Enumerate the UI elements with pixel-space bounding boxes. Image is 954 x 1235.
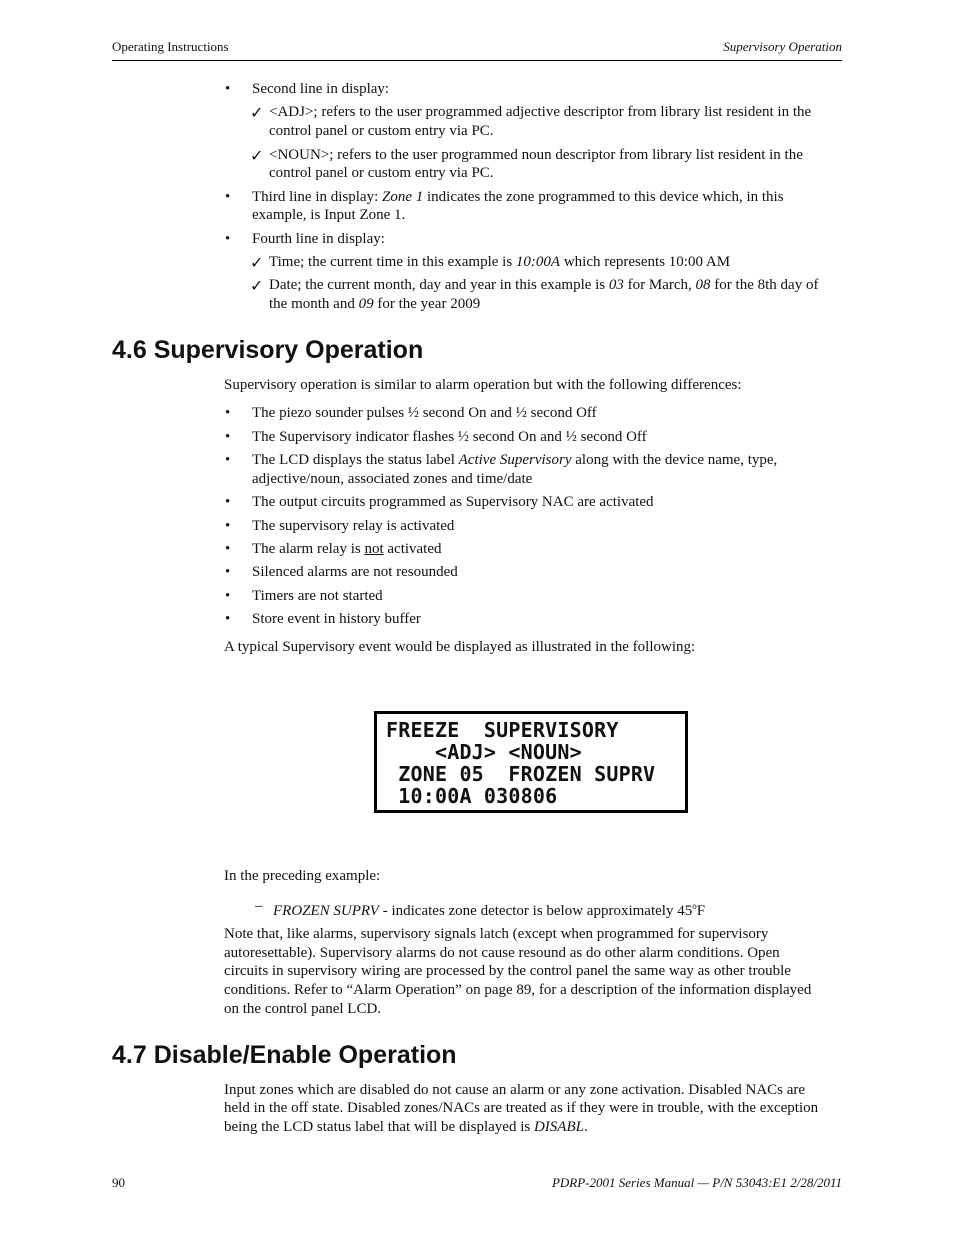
third-line-text: Third line in display: (252, 189, 382, 205)
diff-item-nac: The output circuits programmed as Supervisory NAC are activated (252, 494, 654, 510)
diff-item-timers: Timers are not started (252, 588, 383, 604)
bullet-icon: • (225, 564, 231, 580)
date-desc-text-2-cont: for the year 2009 (373, 296, 481, 312)
lcd-line-2: <ADJ> <NOUN> (386, 740, 582, 764)
not-emphasis: not (364, 541, 384, 557)
diff-item-alarm-relay (252, 540, 442, 559)
diff-item-supervisory-relay: The supervisory relay is activated (252, 518, 455, 534)
second-line-item: Second line in display: (252, 81, 390, 97)
bullet-icon: • (225, 541, 231, 557)
bullet-icon: • (225, 231, 231, 247)
check-icon: ✓ (250, 276, 264, 295)
diff-item-silenced: Silenced alarms are not resounded (252, 564, 458, 580)
lcd-line-4: 10:00A 030806 (386, 784, 558, 808)
note-line-5: on the control panel LCD. (224, 1001, 382, 1017)
third-line-item-2: example, is Input Zone 1. (252, 207, 406, 223)
frozen-suprv-text: - indicates zone detector is below approximately 45 (378, 903, 693, 919)
lcd-line-3: ZONE 05 FROZEN SUPRV (386, 762, 656, 786)
diff-item-alarm-relay-text-cont: activated (383, 541, 442, 557)
check-icon: ✓ (250, 146, 264, 165)
date-desc-line-1 (269, 276, 818, 295)
bullet-icon: • (225, 518, 231, 534)
footer-manual-info: PDRP-2001 Series Manual — P/N 53043:E1 2/28/2011 (551, 1175, 842, 1190)
time-desc-text-cont: which represents 10:00 AM (560, 254, 731, 270)
bullet-icon: • (225, 611, 231, 627)
check-icon: ✓ (250, 103, 264, 122)
bullet-icon: • (225, 429, 231, 445)
section-heading-supervisory: 4.6 Supervisory Operation (112, 336, 424, 364)
month-term: 03 (608, 277, 624, 293)
preceding-example-text: In the preceding example: (224, 868, 381, 884)
running-header (112, 38, 842, 61)
time-desc-text: Time; the current time in this example is (269, 254, 516, 270)
fahrenheit-unit: F (696, 903, 706, 919)
diff-item-lcd (252, 451, 777, 470)
note-line-1: Note that, like alarms, supervisory signals latch (except when programmed for supervisory (224, 926, 769, 942)
date-desc-text-2: the month and (269, 296, 359, 312)
disable-para-line-1: Input zones which are disabled do not cause an alarm or any zone activation. Disabled NACs are (224, 1082, 806, 1098)
page-number: 90 (112, 1175, 125, 1190)
dash-marker: – (255, 898, 263, 914)
note-line-4: conditions. Refer to “Alarm Operation” on page 89, for a description of the information displayed (224, 982, 812, 998)
diff-item-lcd-text-cont: along with the device name, type, (571, 452, 778, 468)
date-desc-text-mid: for March, (623, 277, 696, 293)
bullet-icon: • (225, 452, 231, 468)
disable-para-line-2: held in the off state. Disabled zones/NACs are treated as if they were in trouble, with the exception (224, 1100, 819, 1116)
lcd-line-1: FREEZE SUPERVISORY (386, 718, 619, 742)
time-term: 10:00A (515, 254, 561, 270)
diff-item-indicator: The Supervisory indicator flashes ½ second On and ½ second Off (252, 429, 647, 445)
typical-event-text: A typical Supervisory event would be displayed as illustrated in the following: (224, 639, 696, 655)
date-desc-line-2 (269, 295, 480, 314)
frozen-suprv-desc (273, 897, 705, 921)
header-left: Operating Instructions (112, 39, 229, 54)
lcd-display (374, 711, 688, 813)
noun-desc-line-1: <NOUN>; refers to the user programmed noun descriptor from library list resident in the (269, 147, 803, 163)
degree-mark: o (692, 901, 697, 911)
frozen-suprv-term: FROZEN SUPRV (273, 903, 379, 919)
bullet-icon: • (225, 494, 231, 510)
date-desc-text-mid2: for the 8th day of (710, 277, 819, 293)
disabl-term: DISABL (533, 1119, 584, 1135)
third-line-item (252, 188, 784, 207)
adj-desc-line-2: control panel or custom entry via PC. (269, 123, 494, 139)
header-right: Supervisory Operation (723, 39, 842, 54)
diff-item-piezo: The piezo sounder pulses ½ second On and ½ second Off (252, 405, 597, 421)
time-desc (269, 253, 730, 272)
active-supervisory-term: Active Supervisory (458, 452, 572, 468)
year-term: 09 (358, 296, 374, 312)
diff-item-lcd-2: adjective/noun, associated zones and time/date (252, 471, 533, 487)
bullet-icon: • (225, 405, 231, 421)
note-line-3: circuits in supervisory wiring are processed by the control panel the same way as other trouble (224, 963, 791, 979)
check-icon: ✓ (250, 253, 264, 272)
disable-para-period: . (583, 1119, 588, 1135)
date-desc-text: Date; the current month, day and year in this example is (269, 277, 609, 293)
fourth-line-item: Fourth line in display: (252, 231, 385, 247)
third-line-text-cont: indicates the zone programmed to this device which, in this (423, 189, 784, 205)
supervisory-intro: Supervisory operation is similar to alarm operation but with the following differences: (224, 377, 742, 393)
adj-desc-line-1: <ADJ>; refers to the user programmed adjective descriptor from library list resident in the (269, 104, 812, 120)
diff-item-lcd-text: The LCD displays the status label (252, 452, 459, 468)
disable-para-text: being the LCD status label that will be displayed is (224, 1119, 534, 1135)
bullet-icon: • (225, 588, 231, 604)
diff-item-history: Store event in history buffer (252, 611, 421, 627)
day-term: 08 (695, 277, 711, 293)
zone-1-term: Zone 1 (381, 189, 424, 205)
section-heading-disable-enable: 4.7 Disable/Enable Operation (112, 1041, 457, 1069)
note-line-2: autoresettable). Supervisory alarms do not cause resound as do other alarm conditions. Open (224, 945, 780, 961)
bullet-icon: • (225, 81, 231, 97)
noun-desc-line-2: control panel or custom entry via PC. (269, 165, 494, 181)
disable-para-line-3 (224, 1118, 588, 1137)
bullet-icon: • (225, 189, 231, 205)
diff-item-alarm-relay-text: The alarm relay is (252, 541, 365, 557)
